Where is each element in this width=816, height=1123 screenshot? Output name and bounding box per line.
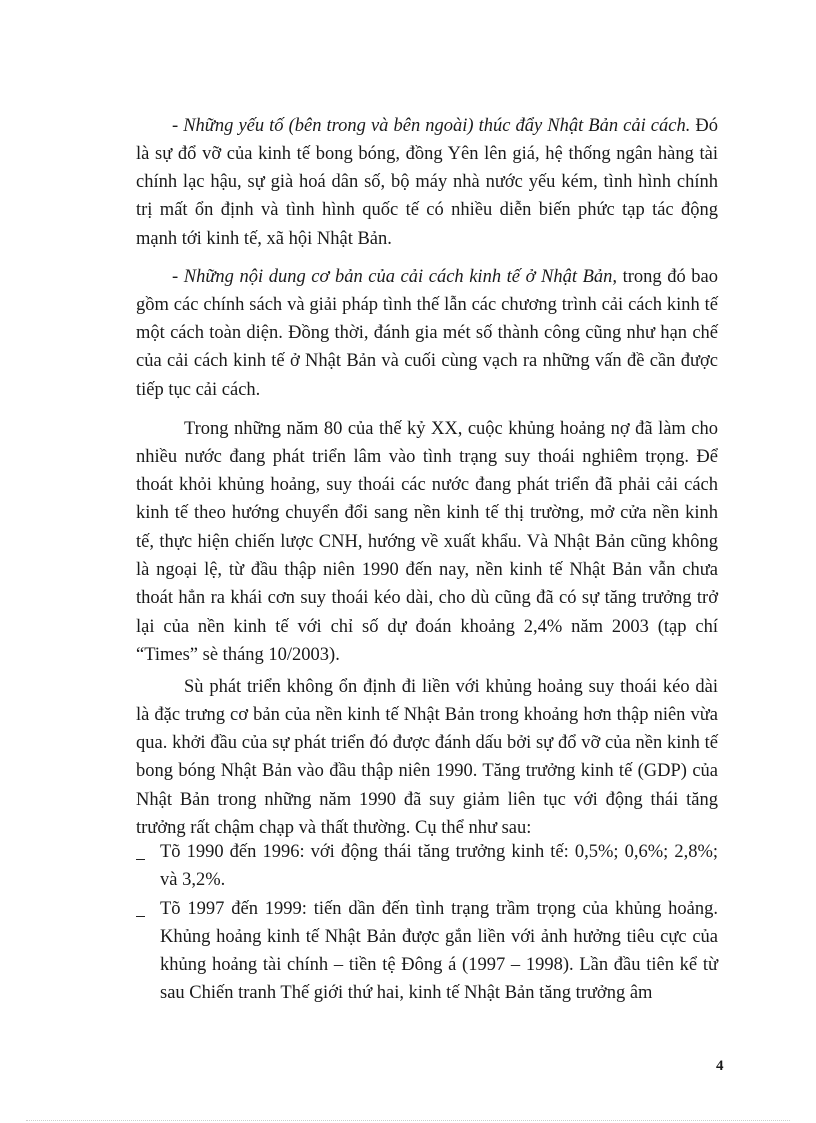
page-bottom-divider — [26, 1120, 790, 1121]
paragraph-lead-italic: - Những yếu tố (bên trong và bên ngoài) thúc đẩy Nhật Bản cải cách. — [172, 115, 691, 136]
paragraph-body: trong đó bao gồm các chính sách và giải pháp tình thế lẫn các chương trình cải cách kinh tế một cách toàn diện. Đồng thời, đánh gia mét số thành công cũng như hạn chế của cải cách kinh tế ở Nhật Bản và cuối cùng vạch ra những vấn đề cần được tiếp tục cải cách. — [136, 266, 719, 400]
paragraph-body: Đó là sự đổ vỡ của kinh tế bong bóng, đồng Yên lên giá, hệ thống ngân hàng tài chính lạc hậu, sự già hoá dân số, bộ máy nhà nước yếu kém, tình hình chính trị mất ổn định và tình hình quốc tế có nhiều diễn biến phức tạp tác động mạnh tới kinh tế, xã hội Nhật Bản. — [136, 115, 718, 249]
paragraph-reform-factors — [136, 112, 718, 253]
list-item-text: Tõ 1990 đến 1996: với động thái tăng trưởng kinh tế: 0,5%; 0,6%; 2,8%; và 3,2%. — [160, 842, 718, 891]
growth-bullet-list — [136, 838, 718, 1008]
list-item — [136, 838, 718, 895]
list-item-text: Tõ 1997 đến 1999: tiến dần đến tình trạng trầm trọng của khủng hoảng. Khủng hoảng kinh tế Nhật Bản được gắn liền với ảnh hưởng tiêu cực của khủng hoảng tài chính – tiền tệ Đông á (1997 – 1998). Lần đầu tiên kể từ sau Chiến tranh Thế giới thứ hai, kinh tế Nhật Bản tăng trưởng âm — [160, 898, 718, 1004]
page-number: 4 — [716, 1058, 724, 1074]
paragraph-body: Trong những năm 80 của thế kỷ XX, cuộc khủng hoảng nợ đã làm cho nhiều nước đang phát triển lâm vào tình trạng suy thoái nghiêm trọng. Để thoát khỏi khủng hoảng, suy thoái các nước đang phát triển đã phải cải cách kinh tế theo hướng chuyển đổi sang nền kinh tế thị trường, mở cửa nền kinh tế, thực hiện chiến lược CNH, hướng về xuất khẩu. Và Nhật Bản cũng không là ngoại lệ, từ đầu thập niên 1990 đến nay, nền kinh tế Nhật Bản vẫn chưa thoát hẳn ra khái cơn suy thoái kéo dài, cho dù cũng đã có sự tăng trưởng trở lại của nền kinh tế với chỉ số dự đoán khoảng 2,4% năm 2003 (tạp chí “Times” sè tháng 10/2003). — [136, 418, 718, 665]
paragraph-body: Sù phát triển không ổn định đi liền với khủng hoảng suy thoái kéo dài là đặc trưng cơ bản của nền kinh tế Nhật Bản trong khoảng hơn thập niên vừa qua. khởi đầu của sự phát triển đó được đánh dấu bởi sự đổ vỡ của nền kinh tế bong bóng Nhật Bản vào đầu thập niên 1990. Tăng trưởng kinh tế (GDP) của Nhật Bản trong những năm 1990 đã suy giảm liên tục với động thái tăng trưởng rất chậm chạp và thất thường. Cụ thể như sau: — [136, 676, 718, 838]
paragraph-unstable-growth — [136, 673, 718, 843]
paragraph-reform-contents — [136, 263, 718, 404]
list-item — [136, 895, 718, 1008]
paragraph-lead-italic: - Những nội dung cơ bản của cải cách kinh tế ở Nhật Bản, — [172, 266, 618, 287]
paragraph-debt-crisis — [136, 415, 718, 670]
